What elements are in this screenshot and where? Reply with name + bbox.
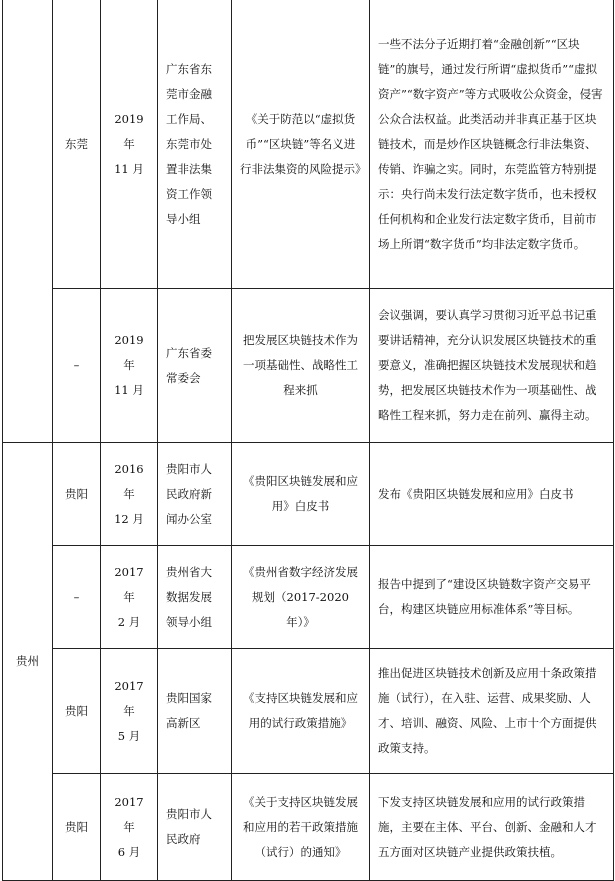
document-title-cell: 《关于防范以“虚拟货币”“区块链”等名义进行非法集资的风险提示》 [232, 0, 370, 289]
issuing-org-cell: 广东省委常委会 [158, 289, 232, 443]
province-cell: 贵州 [3, 443, 53, 881]
table-row [3, 443, 614, 546]
city-cell: 贵阳 [53, 774, 101, 881]
document-title-cell: 《支持区块链发展和应用的试行政策措施》 [232, 649, 370, 774]
policy-table [2, 0, 614, 881]
date-cell [101, 0, 158, 289]
date-cell [101, 443, 158, 546]
table-row [3, 774, 614, 881]
issuing-org-cell: 贵阳市人民政府新闻办公室 [158, 443, 232, 546]
date-cell [101, 649, 158, 774]
issuing-org-cell: 贵州省大数据发展领导小组 [158, 546, 232, 649]
city-cell: 东莞 [53, 0, 101, 289]
city-cell: 贵阳 [53, 649, 101, 774]
date-month: 5 月 [117, 728, 141, 743]
city-cell: – [53, 289, 101, 443]
document-title-cell: 《贵阳区块链发展和应用》白皮书 [232, 443, 370, 546]
city-cell: 贵阳 [53, 443, 101, 546]
date-cell [101, 774, 158, 881]
content-cell: 下发支持区块链发展和应用的试行政策措施，主要在主体、平台、创新、金融和人才五方面对区块链产业提供政策扶植。 [370, 774, 614, 881]
issuing-org-cell: 贵阳国家高新区 [158, 649, 232, 774]
province-cell [3, 0, 53, 443]
document-title-cell: 《关于支持区块链发展和应用的若干政策措施（试行）的通知》 [232, 774, 370, 881]
date-year: 2016 年 [114, 461, 144, 501]
date-year: 2017 年 [114, 678, 144, 718]
table-row [3, 546, 614, 649]
date-month: 12 月 [114, 511, 144, 526]
date-year: 2017 年 [114, 794, 144, 834]
date-year: 2017 年 [114, 564, 144, 604]
issuing-org-cell: 广东省东莞市金融工作局、东莞市处置非法集资工作领导小组 [158, 0, 232, 289]
date-month: 11 月 [114, 383, 144, 397]
city-cell: – [53, 546, 101, 649]
date-month: 2 月 [117, 614, 141, 629]
content-cell: 会议强调，要认真学习贯彻习近平总书记重要讲话精神，充分认识发展区块链技术的重要意义，准确把握区块链技术发展现状和趋势，把发展区块链技术作为一项基础性、战略性工程来抓，努力走在前列、赢得主动。 [370, 289, 614, 443]
date-month: 6 月 [117, 844, 141, 859]
date-cell [101, 546, 158, 649]
content-cell: 一些不法分子近期打着“金融创新”“区块链”的旗号，通过发行所谓“虚拟货币”“虚拟资产”“数字资产”等方式吸收公众资金，侵害公众合法权益。此类活动并非真正基于区块链技术，而是炒作区块链概念行非法集资、传销、诈骗之实。同时，东莞监管方特别提示：央行尚未发行法定数字货币，也未授权任何机构和企业发行法定数字货币，目前市场上所谓“数字货币”均非法定数字货币。 [370, 0, 614, 289]
table-row [3, 649, 614, 774]
content-cell: 发布《贵阳区块链发展和应用》白皮书 [370, 443, 614, 546]
content-cell: 报告中提到了“建设区块链数字资产交易平台，构建区块链应用标准体系”等目标。 [370, 546, 614, 649]
content-cell: 推出促进区块链技术创新及应用十条政策措施（试行），在入驻、运营、成果奖励、人才、培训、融资、风险、上市十个方面提供政策支持。 [370, 649, 614, 774]
table-row [3, 289, 614, 443]
date-year: 2019 年 [114, 111, 144, 151]
issuing-org-cell: 贵阳市人民政府 [158, 774, 232, 881]
date-year: 2019 年 [114, 333, 144, 372]
document-title-cell: 把发展区块链技术作为一项基础性、战略性工程来抓 [232, 289, 370, 443]
date-month: 11 月 [114, 161, 144, 176]
document-title-cell: 《贵州省数字经济发展规划（2017-2020 年）》 [232, 546, 370, 649]
date-cell [101, 289, 158, 443]
table-row [3, 0, 614, 289]
